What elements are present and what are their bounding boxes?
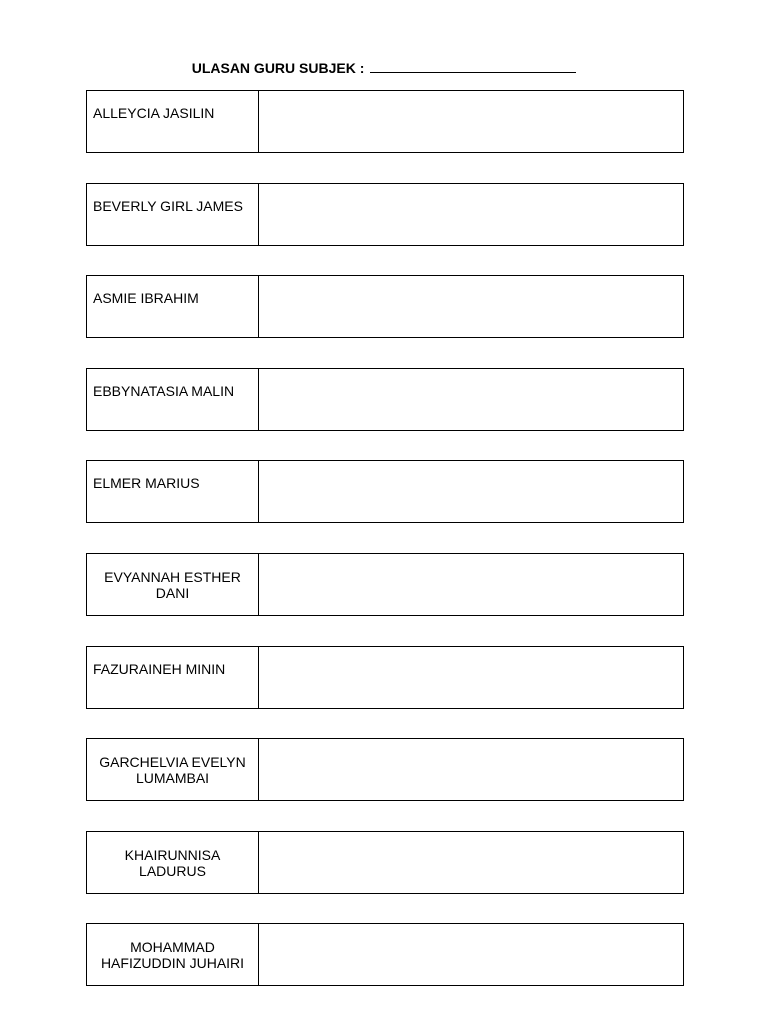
comment-box xyxy=(259,554,683,615)
student-row xyxy=(86,368,684,431)
comment-box xyxy=(259,91,683,152)
student-name: FAZURAINEH MININ xyxy=(87,647,259,708)
student-name: ELMER MARIUS xyxy=(87,461,259,522)
student-row xyxy=(86,553,684,616)
student-row xyxy=(86,738,684,801)
student-name: BEVERLY GIRL JAMES xyxy=(87,184,259,245)
comment-box xyxy=(259,276,683,337)
comment-box xyxy=(259,461,683,522)
subject-blank-line xyxy=(370,58,576,73)
student-row xyxy=(86,831,684,894)
comment-box xyxy=(259,739,683,800)
comment-box xyxy=(259,647,683,708)
student-name: MOHAMMAD HAFIZUDDIN JUHAIRI xyxy=(87,924,259,985)
comment-box xyxy=(259,184,683,245)
page-title: ULASAN GURU SUBJEK : xyxy=(191,60,365,76)
comment-box xyxy=(259,369,683,430)
student-comment-table xyxy=(86,90,684,1016)
student-row xyxy=(86,90,684,153)
student-name: KHAIRUNNISA LADURUS xyxy=(87,832,259,893)
student-row xyxy=(86,183,684,246)
page-header xyxy=(0,58,768,78)
student-row xyxy=(86,460,684,523)
student-name: EBBYNATASIA MALIN xyxy=(87,369,259,430)
student-row xyxy=(86,646,684,709)
comment-box xyxy=(259,924,683,985)
comment-box xyxy=(259,832,683,893)
student-row xyxy=(86,275,684,338)
student-name: ALLEYCIA JASILIN xyxy=(87,91,259,152)
student-name: ASMIE IBRAHIM xyxy=(87,276,259,337)
student-name: GARCHELVIA EVELYN LUMAMBAI xyxy=(87,739,259,800)
student-name: EVYANNAH ESTHER DANI xyxy=(87,554,259,615)
student-row xyxy=(86,923,684,986)
